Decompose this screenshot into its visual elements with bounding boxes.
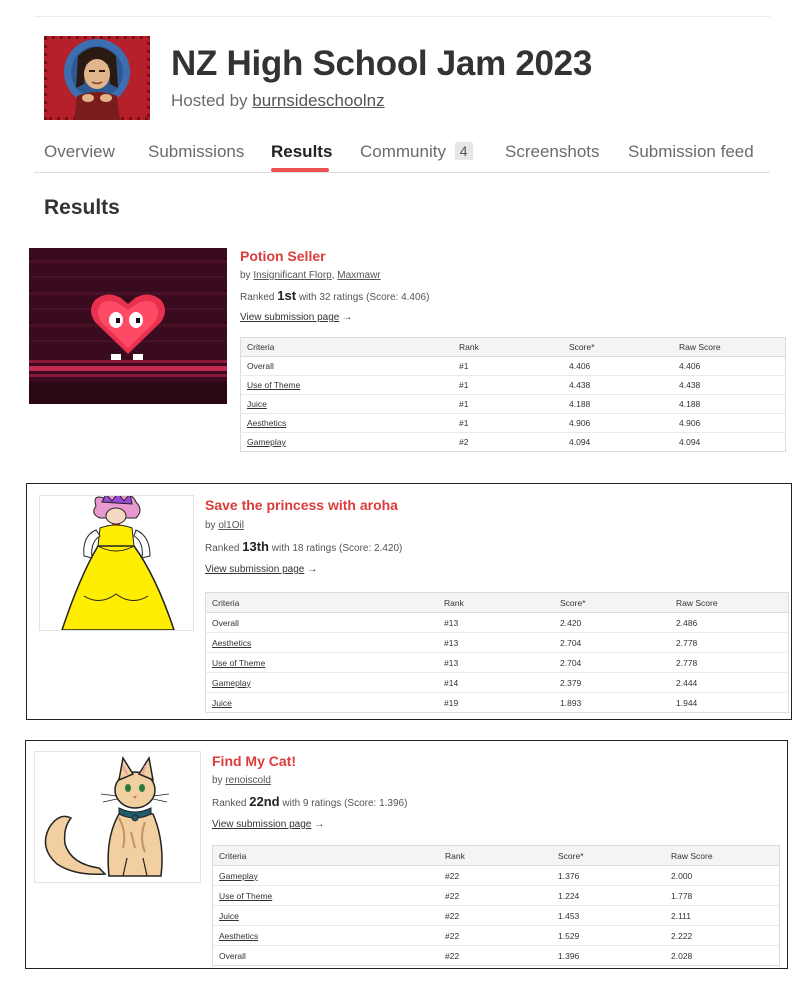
table-row xyxy=(213,906,780,926)
criteria-raw-score: 2.778 xyxy=(670,633,789,653)
jam-title: NZ High School Jam 2023 xyxy=(171,44,592,83)
criteria-score: 1.224 xyxy=(552,886,665,906)
criteria-score: 2.420 xyxy=(554,613,670,633)
author-link[interactable]: Maxmawr xyxy=(337,270,381,281)
criteria-link[interactable]: Use of Theme xyxy=(206,653,439,673)
criteria-raw-score: 2.000 xyxy=(665,866,780,886)
game-title-link[interactable]: Potion Seller xyxy=(240,248,326,264)
criteria-score: 4.094 xyxy=(563,433,673,452)
criteria-rank: #1 xyxy=(453,414,563,433)
criteria-table xyxy=(240,337,786,452)
column-header-criteria: Criteria xyxy=(213,846,440,866)
criteria-score: 4.188 xyxy=(563,395,673,414)
criteria-score: 1.893 xyxy=(554,693,670,713)
criteria-score: 1.529 xyxy=(552,926,665,946)
community-count-badge: 4 xyxy=(455,142,473,160)
criteria-link[interactable]: Use of Theme xyxy=(241,376,454,395)
column-header-raw-score: Raw Score xyxy=(665,846,780,866)
header-divider xyxy=(34,16,770,17)
criteria-raw-score: 2.778 xyxy=(670,653,789,673)
column-header-score: Score* xyxy=(563,338,673,357)
section-title: Results xyxy=(44,196,120,219)
criteria-raw-score: 4.438 xyxy=(673,376,786,395)
arrow-right-icon: → xyxy=(314,819,325,830)
criteria-raw-score: 2.486 xyxy=(670,613,789,633)
table-row xyxy=(206,673,789,693)
criteria-rank: #19 xyxy=(438,693,554,713)
tab-submission-feed[interactable]: Submission feed xyxy=(628,142,754,161)
table-row xyxy=(241,357,786,376)
criteria-rank: #1 xyxy=(453,376,563,395)
column-header-criteria: Criteria xyxy=(206,593,439,613)
criteria-score: 1.376 xyxy=(552,866,665,886)
criteria-name: Overall xyxy=(213,946,440,966)
ranked-label: Ranked xyxy=(240,292,275,303)
criteria-raw-score: 4.406 xyxy=(673,357,786,376)
criteria-link[interactable]: Gameplay xyxy=(206,673,439,693)
criteria-link[interactable]: Gameplay xyxy=(241,433,454,452)
criteria-score: 2.704 xyxy=(554,633,670,653)
game-thumbnail[interactable] xyxy=(34,751,201,883)
view-submission-label: View submission page xyxy=(240,312,340,323)
hosted-by-label: Hosted by xyxy=(171,91,248,110)
host-link[interactable]: burnsideschoolnz xyxy=(252,91,385,110)
table-row xyxy=(213,866,780,886)
column-header-raw-score: Raw Score xyxy=(670,593,789,613)
criteria-rank: #13 xyxy=(438,613,554,633)
criteria-raw-score: 2.444 xyxy=(670,673,789,693)
rank-details: with 18 ratings (Score: 2.420) xyxy=(271,543,403,554)
table-header-row xyxy=(241,338,786,357)
view-submission-link[interactable] xyxy=(240,312,352,323)
criteria-score: 4.406 xyxy=(563,357,673,376)
view-submission-link[interactable] xyxy=(205,564,317,575)
table-row xyxy=(206,693,789,713)
overall-rank: 13th xyxy=(242,539,269,554)
table-row xyxy=(241,395,786,414)
criteria-raw-score: 4.906 xyxy=(673,414,786,433)
author-link[interactable]: ol1Oil xyxy=(218,520,244,531)
table-row xyxy=(241,376,786,395)
table-row xyxy=(206,653,789,673)
rank-line xyxy=(212,794,407,809)
column-header-rank: Rank xyxy=(438,593,554,613)
criteria-rank: #22 xyxy=(439,906,552,926)
criteria-link[interactable]: Juice xyxy=(213,906,440,926)
author-link[interactable]: Insignificant Florp xyxy=(253,270,332,281)
table-row xyxy=(206,633,789,653)
criteria-name: Overall xyxy=(206,613,439,633)
column-header-rank: Rank xyxy=(439,846,552,866)
criteria-name: Overall xyxy=(241,357,454,376)
criteria-table xyxy=(205,592,789,713)
by-line xyxy=(212,775,271,786)
arrow-right-icon: → xyxy=(307,564,318,575)
author-link[interactable]: renoiscold xyxy=(225,775,271,786)
tab-community[interactable] xyxy=(360,142,473,162)
rank-details: with 32 ratings (Score: 4.406) xyxy=(298,292,430,303)
table-row xyxy=(241,433,786,452)
table-row xyxy=(206,613,789,633)
column-header-raw-score: Raw Score xyxy=(673,338,786,357)
criteria-rank: #1 xyxy=(453,357,563,376)
tab-overview[interactable]: Overview xyxy=(44,142,115,161)
criteria-raw-score: 2.028 xyxy=(665,946,780,966)
criteria-rank: #1 xyxy=(453,395,563,414)
view-submission-label: View submission page xyxy=(205,564,305,575)
criteria-link[interactable]: Gameplay xyxy=(213,866,440,886)
column-header-score: Score* xyxy=(554,593,670,613)
criteria-score: 1.453 xyxy=(552,906,665,926)
criteria-rank: #14 xyxy=(438,673,554,693)
criteria-score: 1.396 xyxy=(552,946,665,966)
criteria-score: 4.906 xyxy=(563,414,673,433)
criteria-raw-score: 2.222 xyxy=(665,926,780,946)
overall-rank: 1st xyxy=(277,288,297,303)
criteria-raw-score: 1.944 xyxy=(670,693,789,713)
jam-cover-image[interactable] xyxy=(44,36,150,120)
game-thumbnail[interactable] xyxy=(29,248,227,404)
column-header-rank: Rank xyxy=(453,338,563,357)
hosted-by xyxy=(171,91,385,111)
criteria-rank: #13 xyxy=(438,653,554,673)
criteria-link[interactable]: Aesthetics xyxy=(241,414,454,433)
game-title-link[interactable]: Save the princess with aroha xyxy=(205,497,398,513)
table-row xyxy=(213,926,780,946)
by-line: by Insignificant Florp, Maxmawr xyxy=(240,270,381,281)
table-row xyxy=(213,886,780,906)
column-header-score: Score* xyxy=(552,846,665,866)
column-header-criteria: Criteria xyxy=(241,338,454,357)
criteria-score: 4.438 xyxy=(563,376,673,395)
rank-details: with 9 ratings (Score: 1.396) xyxy=(282,798,408,809)
criteria-score: 2.704 xyxy=(554,653,670,673)
criteria-rank: #22 xyxy=(439,886,552,906)
table-header-row xyxy=(206,593,789,613)
view-submission-label: View submission page xyxy=(212,819,312,830)
tab-submissions[interactable]: Submissions xyxy=(148,142,245,161)
view-submission-link[interactable] xyxy=(212,819,324,830)
by-label: by xyxy=(212,775,223,786)
game-thumbnail[interactable] xyxy=(39,495,194,631)
rank-line xyxy=(205,539,402,554)
criteria-link[interactable]: Aesthetics xyxy=(206,633,439,653)
tab-results[interactable]: Results xyxy=(271,142,333,161)
table-row xyxy=(213,946,780,966)
criteria-raw-score: 4.094 xyxy=(673,433,786,452)
rank-line xyxy=(240,288,429,303)
criteria-table xyxy=(212,845,780,966)
criteria-rank: #22 xyxy=(439,926,552,946)
criteria-rank: #2 xyxy=(453,433,563,452)
by-label: by xyxy=(205,520,216,531)
criteria-raw-score: 2.111 xyxy=(665,906,780,926)
criteria-link[interactable]: Juice xyxy=(206,693,439,713)
result-entry xyxy=(25,740,788,969)
criteria-link[interactable]: Use of Theme xyxy=(213,886,440,906)
criteria-raw-score: 4.188 xyxy=(673,395,786,414)
table-header-row xyxy=(213,846,780,866)
arrow-right-icon: → xyxy=(342,312,353,323)
result-entry xyxy=(26,483,792,720)
criteria-raw-score: 1.778 xyxy=(665,886,780,906)
table-row xyxy=(241,414,786,433)
by-label: by xyxy=(240,270,251,281)
ranked-label: Ranked xyxy=(205,543,240,554)
criteria-rank: #22 xyxy=(439,866,552,886)
criteria-rank: #13 xyxy=(438,633,554,653)
tab-screenshots[interactable]: Screenshots xyxy=(505,142,600,161)
criteria-score: 2.379 xyxy=(554,673,670,693)
tab-community-label: Community xyxy=(360,142,446,161)
game-title-link[interactable]: Find My Cat! xyxy=(212,753,296,769)
tabs-divider xyxy=(34,172,770,173)
criteria-rank: #22 xyxy=(439,946,552,966)
criteria-link[interactable]: Juice xyxy=(241,395,454,414)
ranked-label: Ranked xyxy=(212,798,247,809)
criteria-link[interactable]: Aesthetics xyxy=(213,926,440,946)
overall-rank: 22nd xyxy=(249,794,280,809)
by-line xyxy=(205,520,244,531)
